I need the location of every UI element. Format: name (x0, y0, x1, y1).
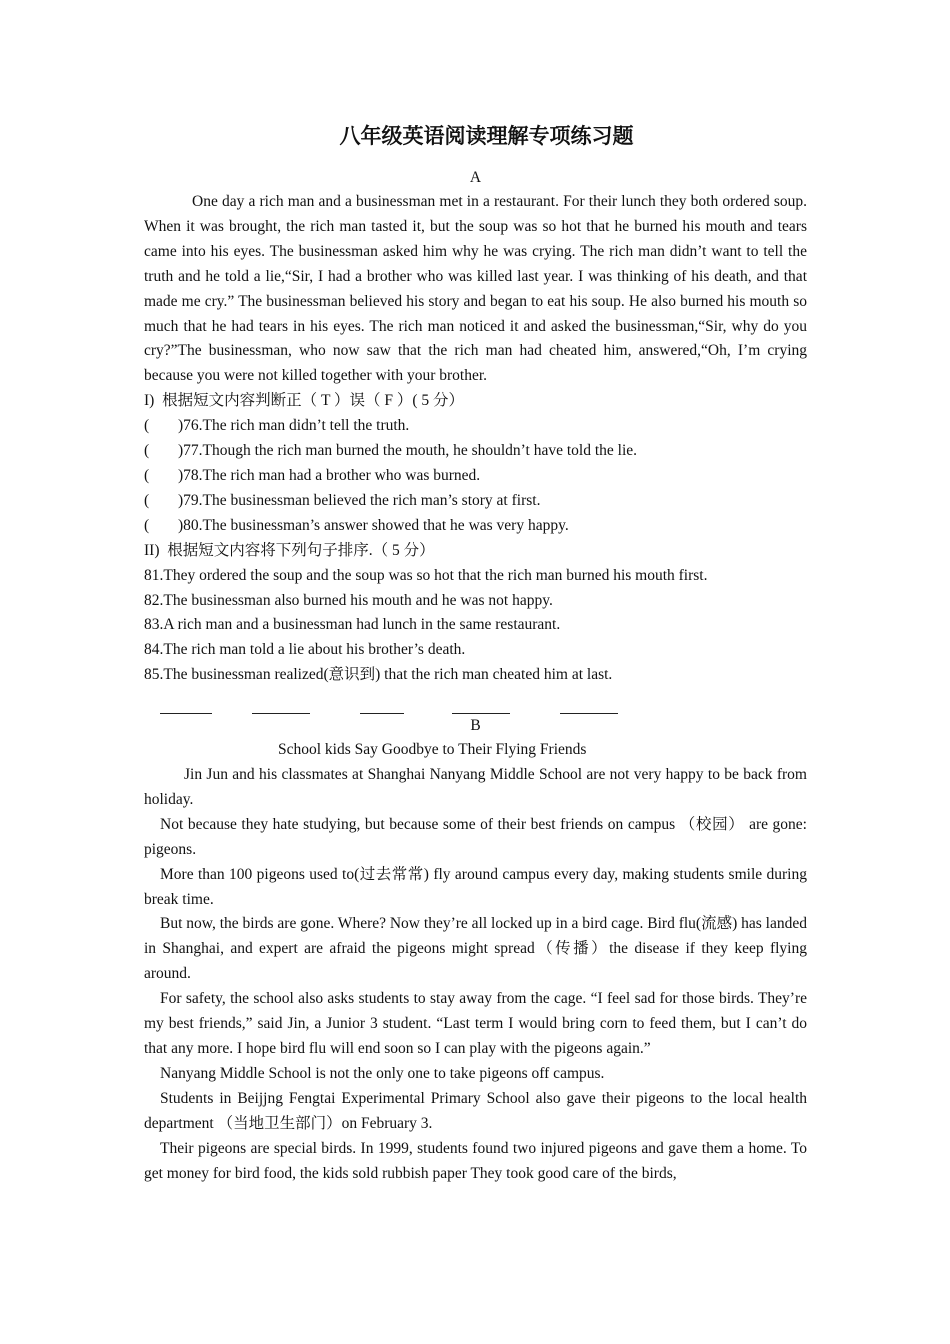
section-b-paragraph: For safety, the school also asks students to stay away from the cage. “I feel sad for those birds. They’re my best friends,” said Jin, a Junior 3 student. “Last term I would bring corn to feed them, but I can’t do that any more. I hope bird flu will end soon so I can play with the pigeons again.” (144, 990, 807, 1057)
part2-heading: II) 根据短文内容将下列句子排序.（ 5 分） (144, 541, 435, 559)
section-b-paragraph: More than 100 pigeons used to(过去常常) fly around campus every day, making students smile during break time. (144, 865, 807, 908)
answer-blanks (144, 688, 807, 714)
section-b-paragraph: Jin Jun and his classmates at Shanghai Nanyang Middle School are not very happy to be back from holiday. (144, 766, 807, 808)
order-item: 81.They ordered the soup and the soup was so hot that the rich man burned his mouth first. (144, 566, 708, 584)
answer-blank[interactable] (360, 713, 404, 714)
tf-item (144, 514, 807, 539)
section-a-passage: One day a rich man and a businessman met in a restaurant. For their lunch they both ordered soup. When it was brought, the rich man tasted it, but the soup was so hot that he burned his mouth and tears came into his eyes. The businessman asked him why he was crying. The rich man didn’t want to tell the truth and he told a lie,“Sir, I had a brother who was killed last year. I was thinking of his death, and that made me cry.” The businessman believed his story and began to eat his soup. He also burned his mouth so much that he had tears in his eyes. The rich man noticed it and asked the businessman,“Sir, why do you cry?”The businessman, who now saw that the rich man had cheated him, answered,“Oh, I’m crying because you were not killed together with your brother. (144, 193, 807, 385)
true-false-list (144, 414, 807, 539)
order-item: 85.The businessman realized(意识到) that the rich man cheated him at last. (144, 666, 613, 684)
answer-paren[interactable]: ( (144, 417, 150, 435)
tf-item-text: )78.The rich man had a brother who was burned. (178, 466, 481, 484)
tf-item (144, 489, 807, 514)
section-b-label: B (470, 717, 481, 735)
section-b-paragraph: Nanyang Middle School is not the only one to take pigeons off campus. (160, 1064, 605, 1082)
part1-heading: I) 根据短文内容判断正（ T ）误（ F ）( 5 分） (144, 392, 465, 410)
order-item: 84.The rich man told a lie about his brother’s death. (144, 641, 466, 659)
tf-item-text: )80.The businessman’s answer showed that he was very happy. (178, 516, 569, 534)
ordering-list (144, 564, 807, 689)
section-b-subtitle: School kids Say Goodbye to Their Flying Friends (278, 741, 587, 759)
section-a-label: A (469, 169, 482, 186)
tf-item (144, 439, 807, 464)
answer-paren[interactable]: ( (144, 516, 150, 534)
section-b-paragraph: Their pigeons are special birds. In 1999, students found two injured pigeons and gave them a home. To get money for bird food, the kids sold rubbish paper They took good care of the birds, (144, 1139, 807, 1182)
answer-paren[interactable]: ( (144, 491, 150, 509)
tf-item (144, 464, 807, 489)
tf-item-text: )77.Though the rich man burned the mouth, he shouldn’t have told the lie. (178, 442, 638, 460)
order-item: 82.The businessman also burned his mouth and he was not happy. (144, 591, 553, 609)
section-b-paragraph: Not because they hate studying, but because some of their best friends on campus （校园） are gone: pigeons. (144, 815, 807, 858)
tf-item-text: )79.The businessman believed the rich man’s story at first. (178, 491, 541, 509)
answer-paren[interactable]: ( (144, 466, 150, 484)
answer-blank[interactable] (252, 713, 310, 714)
answer-blank[interactable] (452, 713, 510, 714)
page-title: 八年级英语阅读理解专项练习题 (339, 123, 634, 148)
answer-blank[interactable] (160, 713, 212, 714)
section-b-paragraph: But now, the birds are gone. Where? Now they’re all locked up in a bird cage. Bird flu(流感) has landed in Shanghai, and expert are afraid the pigeons might spread（传播）the disease if they keep flying around. (144, 915, 807, 983)
answer-paren[interactable]: ( (144, 442, 150, 460)
order-item: 83.A rich man and a businessman had lunch in the same restaurant. (144, 616, 561, 634)
answer-blank[interactable] (560, 713, 618, 714)
section-b-paragraph: Students in Beijjng Fengtai Experimental Primary School also gave their pigeons to the local health department （当地卫生部门）on February 3. (144, 1089, 807, 1132)
tf-item-text: )76.The rich man didn’t tell the truth. (178, 417, 410, 435)
tf-item (144, 414, 807, 439)
